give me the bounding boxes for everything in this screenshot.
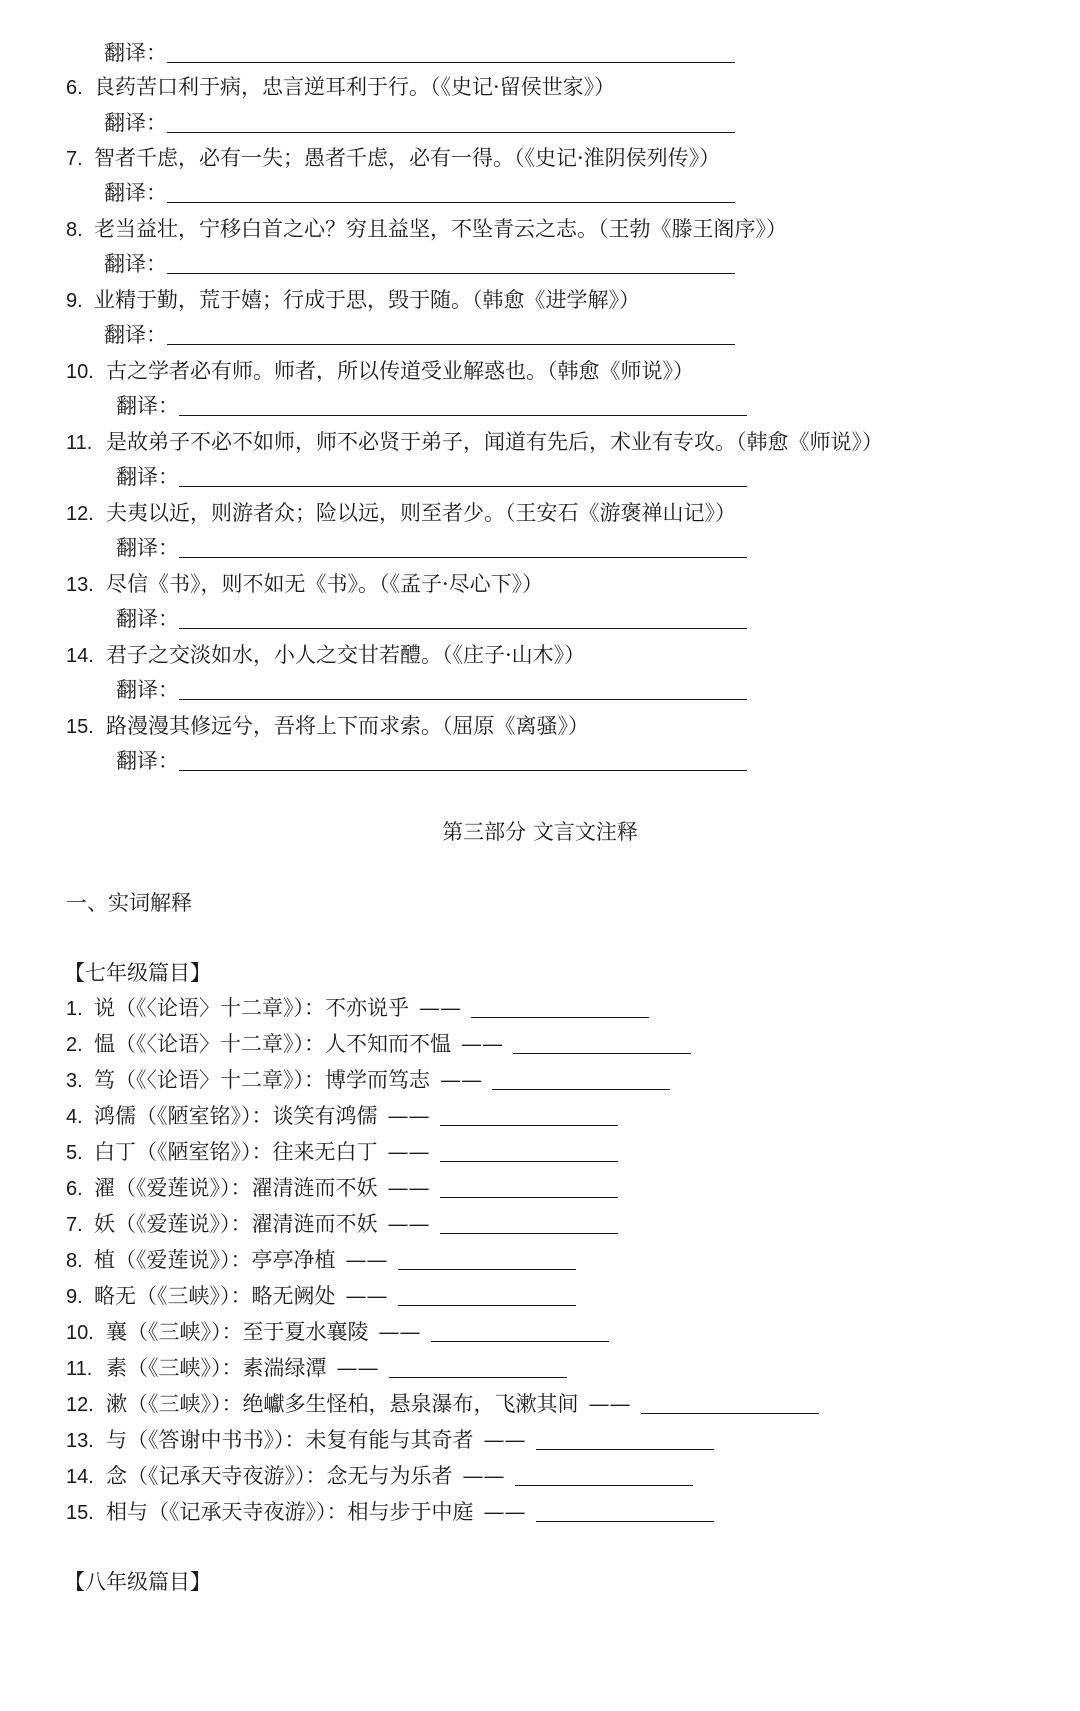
translation-line xyxy=(116,746,747,776)
item-number: 10. xyxy=(66,361,94,383)
translation-label: 翻译： xyxy=(116,465,179,489)
vocab-item xyxy=(66,1353,567,1383)
translation-label: 翻译： xyxy=(104,323,167,347)
dash: —— xyxy=(440,1068,482,1092)
dash: —— xyxy=(378,1320,421,1344)
vocab-text: 与（《答谢中书书》）：未复有能与其奇者 xyxy=(106,1428,474,1452)
translation-label: 翻译： xyxy=(104,41,167,65)
item-number: 8. xyxy=(66,1250,83,1272)
answer-blank[interactable] xyxy=(440,1103,618,1126)
answer-blank[interactable] xyxy=(179,464,747,487)
answer-blank[interactable] xyxy=(167,322,735,345)
translation-line xyxy=(104,320,735,350)
translation-label: 翻译： xyxy=(116,678,179,702)
vocab-text: 相与（《记承天寺夜游》）：相与步于中庭 xyxy=(106,1500,474,1524)
translation-line xyxy=(104,249,735,279)
vocab-text: 襄（《三峡》）：至于夏水襄陵 xyxy=(106,1320,369,1344)
item-number: 11. xyxy=(66,1358,93,1380)
quote-text: 夫夷以近，则游者众；险以远，则至者少。（王安石《游褒禅山记》） xyxy=(106,501,736,525)
answer-blank[interactable] xyxy=(179,393,747,416)
dash: —— xyxy=(462,1464,505,1488)
translation-line xyxy=(104,178,735,208)
quote-item xyxy=(66,72,615,102)
answer-blank[interactable] xyxy=(167,251,735,274)
quote-text: 业精于勤，荒于嬉；行成于思，毁于随。（韩愈《进学解》） xyxy=(94,288,640,312)
vocab-item xyxy=(66,1173,618,1203)
item-number: 13. xyxy=(66,574,94,596)
answer-blank[interactable] xyxy=(471,995,649,1018)
translation-label: 翻译： xyxy=(104,252,167,276)
dash: —— xyxy=(345,1284,388,1308)
item-number: 13. xyxy=(66,1430,94,1452)
vocab-text: 鸿儒（《陋室铭》）：谈笑有鸿儒 xyxy=(94,1104,378,1128)
item-number: 11. xyxy=(66,432,93,454)
section-title: 第三部分 文言文注释 xyxy=(442,820,638,844)
item-number: 6. xyxy=(66,77,83,99)
dash: —— xyxy=(419,996,461,1020)
item-number: 7. xyxy=(66,1214,83,1236)
vocab-text: 植（《爱莲说》）：亭亭净植 xyxy=(94,1248,336,1272)
grade8-heading: 【八年级篇目】 xyxy=(64,1570,211,1594)
grade7-heading: 【七年级篇目】 xyxy=(64,961,211,985)
answer-blank[interactable] xyxy=(641,1391,819,1414)
quote-item xyxy=(66,214,787,244)
answer-blank[interactable] xyxy=(440,1175,618,1198)
answer-blank[interactable] xyxy=(431,1319,609,1342)
dash: —— xyxy=(588,1392,631,1416)
item-number: 2. xyxy=(66,1034,83,1056)
vocab-item xyxy=(66,1497,714,1527)
translation-label: 翻译： xyxy=(116,536,179,560)
vocab-text: 濯（《爱莲说》）：濯清涟而不妖 xyxy=(94,1176,378,1200)
vocab-item xyxy=(66,1029,691,1059)
subsection-title: 一、实词解释 xyxy=(66,891,192,915)
dash: —— xyxy=(345,1248,388,1272)
quote-item xyxy=(66,427,883,457)
translation-line xyxy=(104,38,735,68)
quote-text: 路漫漫其修远兮，吾将上下而求索。（屈原《离骚》） xyxy=(106,714,589,738)
vocab-item xyxy=(66,1389,819,1419)
item-number: 8. xyxy=(66,219,83,241)
vocab-item xyxy=(66,1245,576,1275)
item-number: 14. xyxy=(66,645,94,667)
answer-blank[interactable] xyxy=(179,535,747,558)
vocab-text: 笃（《〈论语〉十二章》）：博学而笃志 xyxy=(94,1068,430,1092)
translation-line xyxy=(116,533,747,563)
vocab-text: 念（《记承天寺夜游》）：念无与为乐者 xyxy=(106,1464,453,1488)
translation-label: 翻译： xyxy=(116,394,179,418)
answer-blank[interactable] xyxy=(515,1463,693,1486)
answer-blank[interactable] xyxy=(179,606,747,629)
quote-item xyxy=(66,711,589,741)
vocab-item xyxy=(66,993,649,1023)
vocab-text: 略无（《三峡》）：略无阙处 xyxy=(94,1284,336,1308)
translation-line xyxy=(104,108,735,138)
quote-item xyxy=(66,356,694,386)
quote-text: 是故弟子不必不如师，师不必贤于弟子，闻道有先后，术业有专攻。（韩愈《师说》） xyxy=(106,430,883,454)
vocab-text: 素（《三峡》）：素湍绿潭 xyxy=(106,1356,327,1380)
vocab-text: 说（《〈论语〉十二章》）：不亦说乎 xyxy=(94,996,409,1020)
item-number: 3. xyxy=(66,1070,83,1092)
answer-blank[interactable] xyxy=(536,1499,714,1522)
item-number: 14. xyxy=(66,1466,94,1488)
translation-label: 翻译： xyxy=(104,111,167,135)
answer-blank[interactable] xyxy=(398,1247,576,1270)
quote-text: 良药苦口利于病，忠言逆耳利于行。（《史记·留侯世家》） xyxy=(94,75,616,99)
vocab-item xyxy=(66,1281,576,1311)
quote-text: 尽信《书》，则不如无《书》。（《孟子·尽心下》） xyxy=(106,572,544,596)
answer-blank[interactable] xyxy=(167,180,735,203)
answer-blank[interactable] xyxy=(389,1355,567,1378)
item-number: 12. xyxy=(66,1394,94,1416)
dash: —— xyxy=(336,1356,379,1380)
vocab-text: 妖（《爱莲说》）：濯清涟而不妖 xyxy=(94,1212,378,1236)
translation-line xyxy=(116,391,747,421)
answer-blank[interactable] xyxy=(536,1427,714,1450)
quote-item xyxy=(66,640,585,670)
item-number: 12. xyxy=(66,503,94,525)
quote-text: 君子之交淡如水，小人之交甘若醴。（《庄子·山木》） xyxy=(106,643,586,667)
item-number: 6. xyxy=(66,1178,83,1200)
quote-text: 智者千虑，必有一失；愚者千虑，必有一得。（《史记·淮阴侯列传》） xyxy=(94,146,721,170)
item-number: 4. xyxy=(66,1106,83,1128)
translation-line xyxy=(116,462,747,492)
translation-line xyxy=(116,675,747,705)
vocab-item xyxy=(66,1425,714,1455)
vocab-item xyxy=(66,1317,609,1347)
item-number: 7. xyxy=(66,148,83,170)
translation-label: 翻译： xyxy=(116,607,179,631)
vocab-item xyxy=(66,1137,618,1167)
answer-blank[interactable] xyxy=(179,748,747,771)
item-number: 5. xyxy=(66,1142,83,1164)
dash: —— xyxy=(387,1212,430,1236)
item-number: 15. xyxy=(66,1502,94,1524)
dash: —— xyxy=(483,1428,526,1452)
quote-text: 古之学者必有师。师者，所以传道受业解惑也。（韩愈《师说》） xyxy=(106,359,694,383)
translation-line xyxy=(116,604,747,634)
dash: —— xyxy=(387,1176,430,1200)
vocab-item xyxy=(66,1461,693,1491)
answer-blank[interactable] xyxy=(167,110,735,133)
answer-blank[interactable] xyxy=(513,1031,691,1054)
vocab-item xyxy=(66,1065,670,1095)
answer-blank[interactable] xyxy=(440,1211,618,1234)
vocab-item xyxy=(66,1209,618,1239)
quote-text: 老当益壮，宁移白首之心？穷且益坚，不坠青云之志。（王勃《滕王阁序》） xyxy=(94,217,787,241)
answer-blank[interactable] xyxy=(167,40,735,63)
dash: —— xyxy=(387,1104,430,1128)
answer-blank[interactable] xyxy=(440,1139,618,1162)
answer-blank[interactable] xyxy=(398,1283,576,1306)
quote-item xyxy=(66,143,720,173)
vocab-text: 漱（《三峡》）：绝巘多生怪柏，悬泉瀑布，飞漱其间 xyxy=(106,1392,579,1416)
dash: —— xyxy=(387,1140,430,1164)
quote-item xyxy=(66,569,543,599)
item-number: 1. xyxy=(66,998,83,1020)
answer-blank[interactable] xyxy=(179,677,747,700)
vocab-text: 愠（《〈论语〉十二章》）：人不知而不愠 xyxy=(94,1032,451,1056)
item-number: 15. xyxy=(66,716,94,738)
translation-label: 翻译： xyxy=(116,749,179,773)
translation-label: 翻译： xyxy=(104,181,167,205)
quote-item xyxy=(66,285,640,315)
dash: —— xyxy=(461,1032,503,1056)
quote-item xyxy=(66,498,736,528)
vocab-text: 白丁（《陋室铭》）：往来无白丁 xyxy=(94,1140,378,1164)
item-number: 9. xyxy=(66,290,83,312)
answer-blank[interactable] xyxy=(492,1067,670,1090)
vocab-item xyxy=(66,1101,618,1131)
dash: —— xyxy=(483,1500,526,1524)
item-number: 10. xyxy=(66,1322,94,1344)
item-number: 9. xyxy=(66,1286,83,1308)
